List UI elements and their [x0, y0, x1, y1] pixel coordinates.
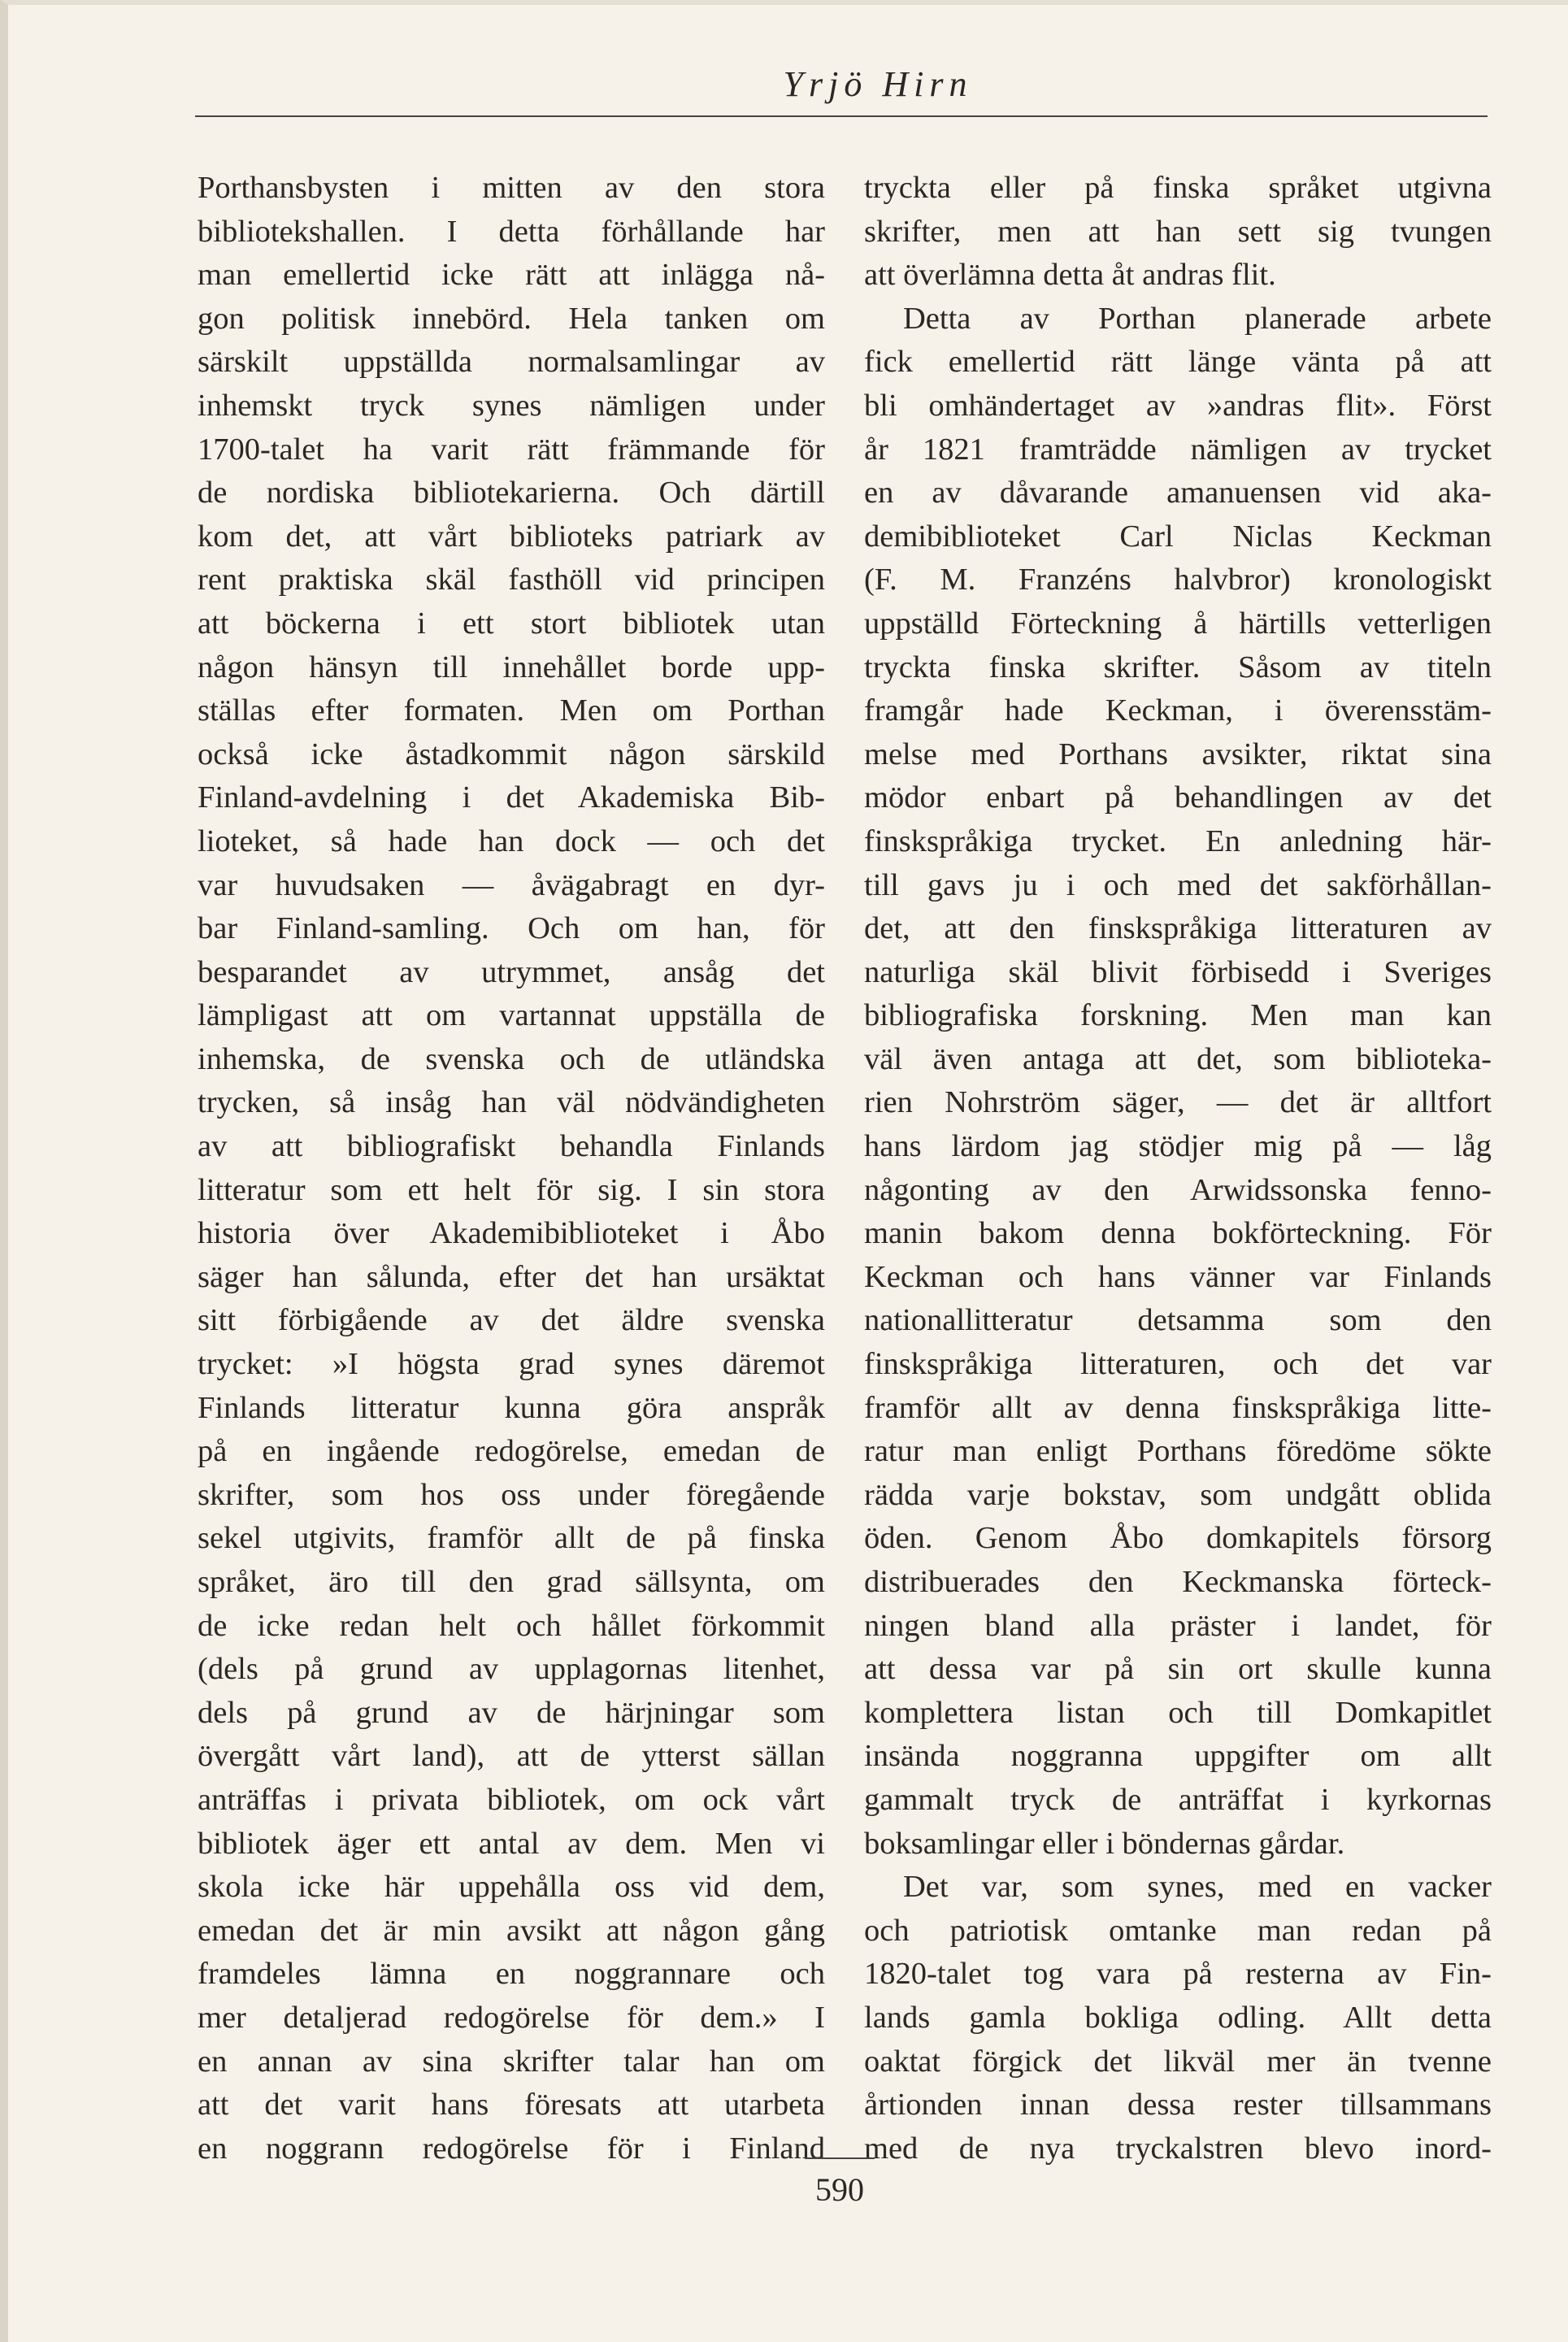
- footer-rule: [805, 2157, 875, 2159]
- text-line: övergått vårt land), att de ytterst sällan: [198, 1739, 825, 1774]
- text-line: Porthansbysten i mitten av den stora: [198, 171, 825, 205]
- text-line: (F. M. Franzéns halvbror) kronologiskt: [864, 563, 1492, 597]
- text-line: de nordiska bibliotekarierna. Och därtill: [198, 476, 825, 511]
- text-line: tryckta eller på finska språket utgivna: [864, 171, 1492, 205]
- text-line: man emellertid icke rätt att inlägga nå-: [198, 258, 825, 293]
- text-line: naturliga skäl blivit förbisedd i Sveriges: [864, 954, 1492, 989]
- text-line: mödor enbart på behandlingen av det: [864, 780, 1492, 815]
- text-line: emedan det är min avsikt att någon gång: [198, 1913, 825, 1948]
- right-text-column: [864, 167, 1492, 2170]
- text-line: och patriotisk omtanke man redan på: [864, 1913, 1492, 1948]
- text-line: bibliotekshallen. I detta förhållande har: [198, 214, 825, 249]
- text-line: att böckerna i ett stort bibliotek utan: [198, 606, 825, 641]
- text-line: melse med Porthans avsikter, riktat sina: [864, 736, 1492, 771]
- text-line: gammalt tryck de anträffat i kyrkornas: [864, 1782, 1492, 1817]
- text-line: en av dåvarande amanuensen vid aka-: [864, 476, 1492, 511]
- text-line: rien Nohrström säger, — det är alltfort: [864, 1085, 1492, 1120]
- text-line: en annan av sina skrifter talar han om: [198, 2044, 825, 2079]
- text-line: att överlämna detta åt andras flit.: [864, 258, 1276, 293]
- text-line: ratur man enligt Porthans föredöme sökte: [864, 1434, 1492, 1469]
- text-line: oaktat förgick det likväl mer än tvenne: [864, 2044, 1492, 2079]
- text-line: Detta av Porthan planerade arbete: [903, 301, 1492, 336]
- text-line: finskspråkiga trycket. En anledning här-: [864, 823, 1492, 858]
- text-line: insända noggranna uppgifter om allt: [864, 1739, 1492, 1774]
- header-rule: [195, 115, 1488, 117]
- text-line: år 1821 framträdde nämligen av trycket: [864, 432, 1492, 467]
- running-title: Yrjö Hirn: [783, 64, 973, 104]
- text-line: var huvudsaken — åvägabragt en dyr-: [198, 867, 825, 902]
- text-line: öden. Genom Åbo domkapitels försorg: [864, 1521, 1492, 1556]
- text-line: manin bakom denna bokförteckning. För: [864, 1216, 1492, 1251]
- text-line: kom det, att vårt biblioteks patriark av: [198, 519, 825, 554]
- text-line: hans lärdom jag stödjer mig på — låg: [864, 1129, 1492, 1164]
- text-line: historia över Akademibiblioteket i Åbo: [198, 1216, 825, 1251]
- text-line: årtionden innan dessa rester tillsammans: [864, 2088, 1492, 2123]
- text-line: skola icke här uppehålla oss vid dem,: [198, 1870, 825, 1905]
- text-line: med de nya tryckalstren blevo inord-: [864, 2131, 1492, 2166]
- text-line: besparandet av utrymmet, ansåg det: [198, 954, 825, 989]
- text-line: att dessa var på sin ort skulle kunna: [864, 1652, 1492, 1687]
- text-line: säger han sålunda, efter det han ursäktat: [198, 1259, 825, 1294]
- text-line: lands gamla bokliga odling. Allt detta: [864, 2000, 1492, 2035]
- left-text-column: [198, 167, 825, 2170]
- text-line: fick emellertid rätt länge vänta på att: [864, 345, 1492, 380]
- text-line: Det var, som synes, med en vacker: [903, 1870, 1492, 1905]
- text-line: inhemskt tryck synes nämligen under: [198, 388, 825, 423]
- text-line: trycket: »I högsta grad synes däremot: [198, 1347, 825, 1382]
- page-number: 590: [815, 2171, 864, 2208]
- text-line: på en ingående redogörelse, emedan de: [198, 1434, 825, 1469]
- text-line: dels på grund av de härjningar som: [198, 1695, 825, 1730]
- text-line: sitt förbigående av det äldre svenska: [198, 1303, 825, 1338]
- text-line: väl även antaga att det, som biblioteka-: [864, 1041, 1492, 1076]
- text-line: skrifter, men att han sett sig tvungen: [864, 214, 1492, 249]
- text-line: uppställd Förteckning å härtills vetterligen: [864, 606, 1492, 641]
- text-line: det, att den finskspråkiga litteraturen av: [864, 911, 1492, 946]
- text-line: särskilt uppställda normalsamlingar av: [198, 345, 825, 380]
- text-line: till gavs ju i och med det sakförhållan-: [864, 867, 1492, 902]
- text-line: ningen bland alla präster i landet, för: [864, 1608, 1492, 1643]
- text-line: sekel utgivits, framför allt de på finska: [198, 1521, 825, 1556]
- text-line: framför allt av denna finskspråkiga litte-: [864, 1390, 1492, 1425]
- text-line: 1820-talet tog vara på resterna av Fin-: [864, 1957, 1492, 1992]
- text-line: lämpligast att om vartannat uppställa de: [198, 998, 825, 1033]
- text-line: 1700-talet ha varit rätt främmande för: [198, 432, 825, 467]
- text-line: nationallitteratur detsamma som den: [864, 1303, 1492, 1338]
- text-line: rädda varje bokstav, som undgått oblida: [864, 1477, 1492, 1512]
- text-line: Keckman och hans vänner var Finlands: [864, 1259, 1492, 1294]
- text-line: boksamlingar eller i böndernas gårdar.: [864, 1826, 1345, 1861]
- text-line: trycken, så insåg han väl nödvändigheten: [198, 1085, 825, 1120]
- text-line: bar Finland-samling. Och om han, för: [198, 911, 825, 946]
- text-line: demibiblioteket Carl Niclas Keckman: [864, 519, 1492, 554]
- text-line: anträffas i privata bibliotek, om ock vårt: [198, 1782, 825, 1817]
- text-line: bibliografiska forskning. Men man kan: [864, 998, 1492, 1033]
- text-line: ställas efter formaten. Men om Porthan: [198, 693, 825, 728]
- text-line: språket, äro till den grad sällsynta, om: [198, 1565, 825, 1599]
- text-line: mer detaljerad redogörelse för dem.» I: [198, 2000, 825, 2035]
- text-line: gon politisk innebörd. Hela tanken om: [198, 301, 825, 336]
- text-line: rent praktiska skäl fasthöll vid principen: [198, 563, 825, 597]
- text-line: skrifter, som hos oss under föregående: [198, 1477, 825, 1512]
- text-line: framdeles lämna en noggrannare och: [198, 1957, 825, 1992]
- text-line: av att bibliografiskt behandla Finlands: [198, 1129, 825, 1164]
- text-line: Finlands litteratur kunna göra anspråk: [198, 1390, 825, 1425]
- text-line: bli omhändertaget av »andras flit». Först: [864, 388, 1492, 423]
- text-line: att det varit hans föresats att utarbeta: [198, 2088, 825, 2123]
- text-line: någon hänsyn till innehållet borde upp-: [198, 650, 825, 684]
- text-line: framgår hade Keckman, i överensstäm-: [864, 693, 1492, 728]
- text-line: finskspråkiga litteraturen, och det var: [864, 1347, 1492, 1382]
- text-line: tryckta finska skrifter. Såsom av titeln: [864, 650, 1492, 684]
- text-line: (dels på grund av upplagornas litenhet,: [198, 1652, 825, 1687]
- text-line: distribuerades den Keckmanska förteck-: [864, 1565, 1492, 1599]
- text-line: lioteket, så hade han dock — och det: [198, 823, 825, 858]
- text-line: de icke redan helt och hållet förkommit: [198, 1608, 825, 1643]
- text-line: också icke åstadkommit någon särskild: [198, 736, 825, 771]
- text-line: inhemska, de svenska och de utländska: [198, 1041, 825, 1076]
- text-line: komplettera listan och till Domkapitlet: [864, 1695, 1492, 1730]
- text-line: Finland-avdelning i det Akademiska Bib-: [198, 780, 825, 815]
- text-line: en noggrann redogörelse för i Finland: [198, 2131, 825, 2166]
- text-line: bibliotek äger ett antal av dem. Men vi: [198, 1826, 825, 1861]
- text-line: litteratur som ett helt för sig. I sin stora: [198, 1172, 825, 1207]
- text-line: någonting av den Arwidssonska fenno-: [864, 1172, 1492, 1207]
